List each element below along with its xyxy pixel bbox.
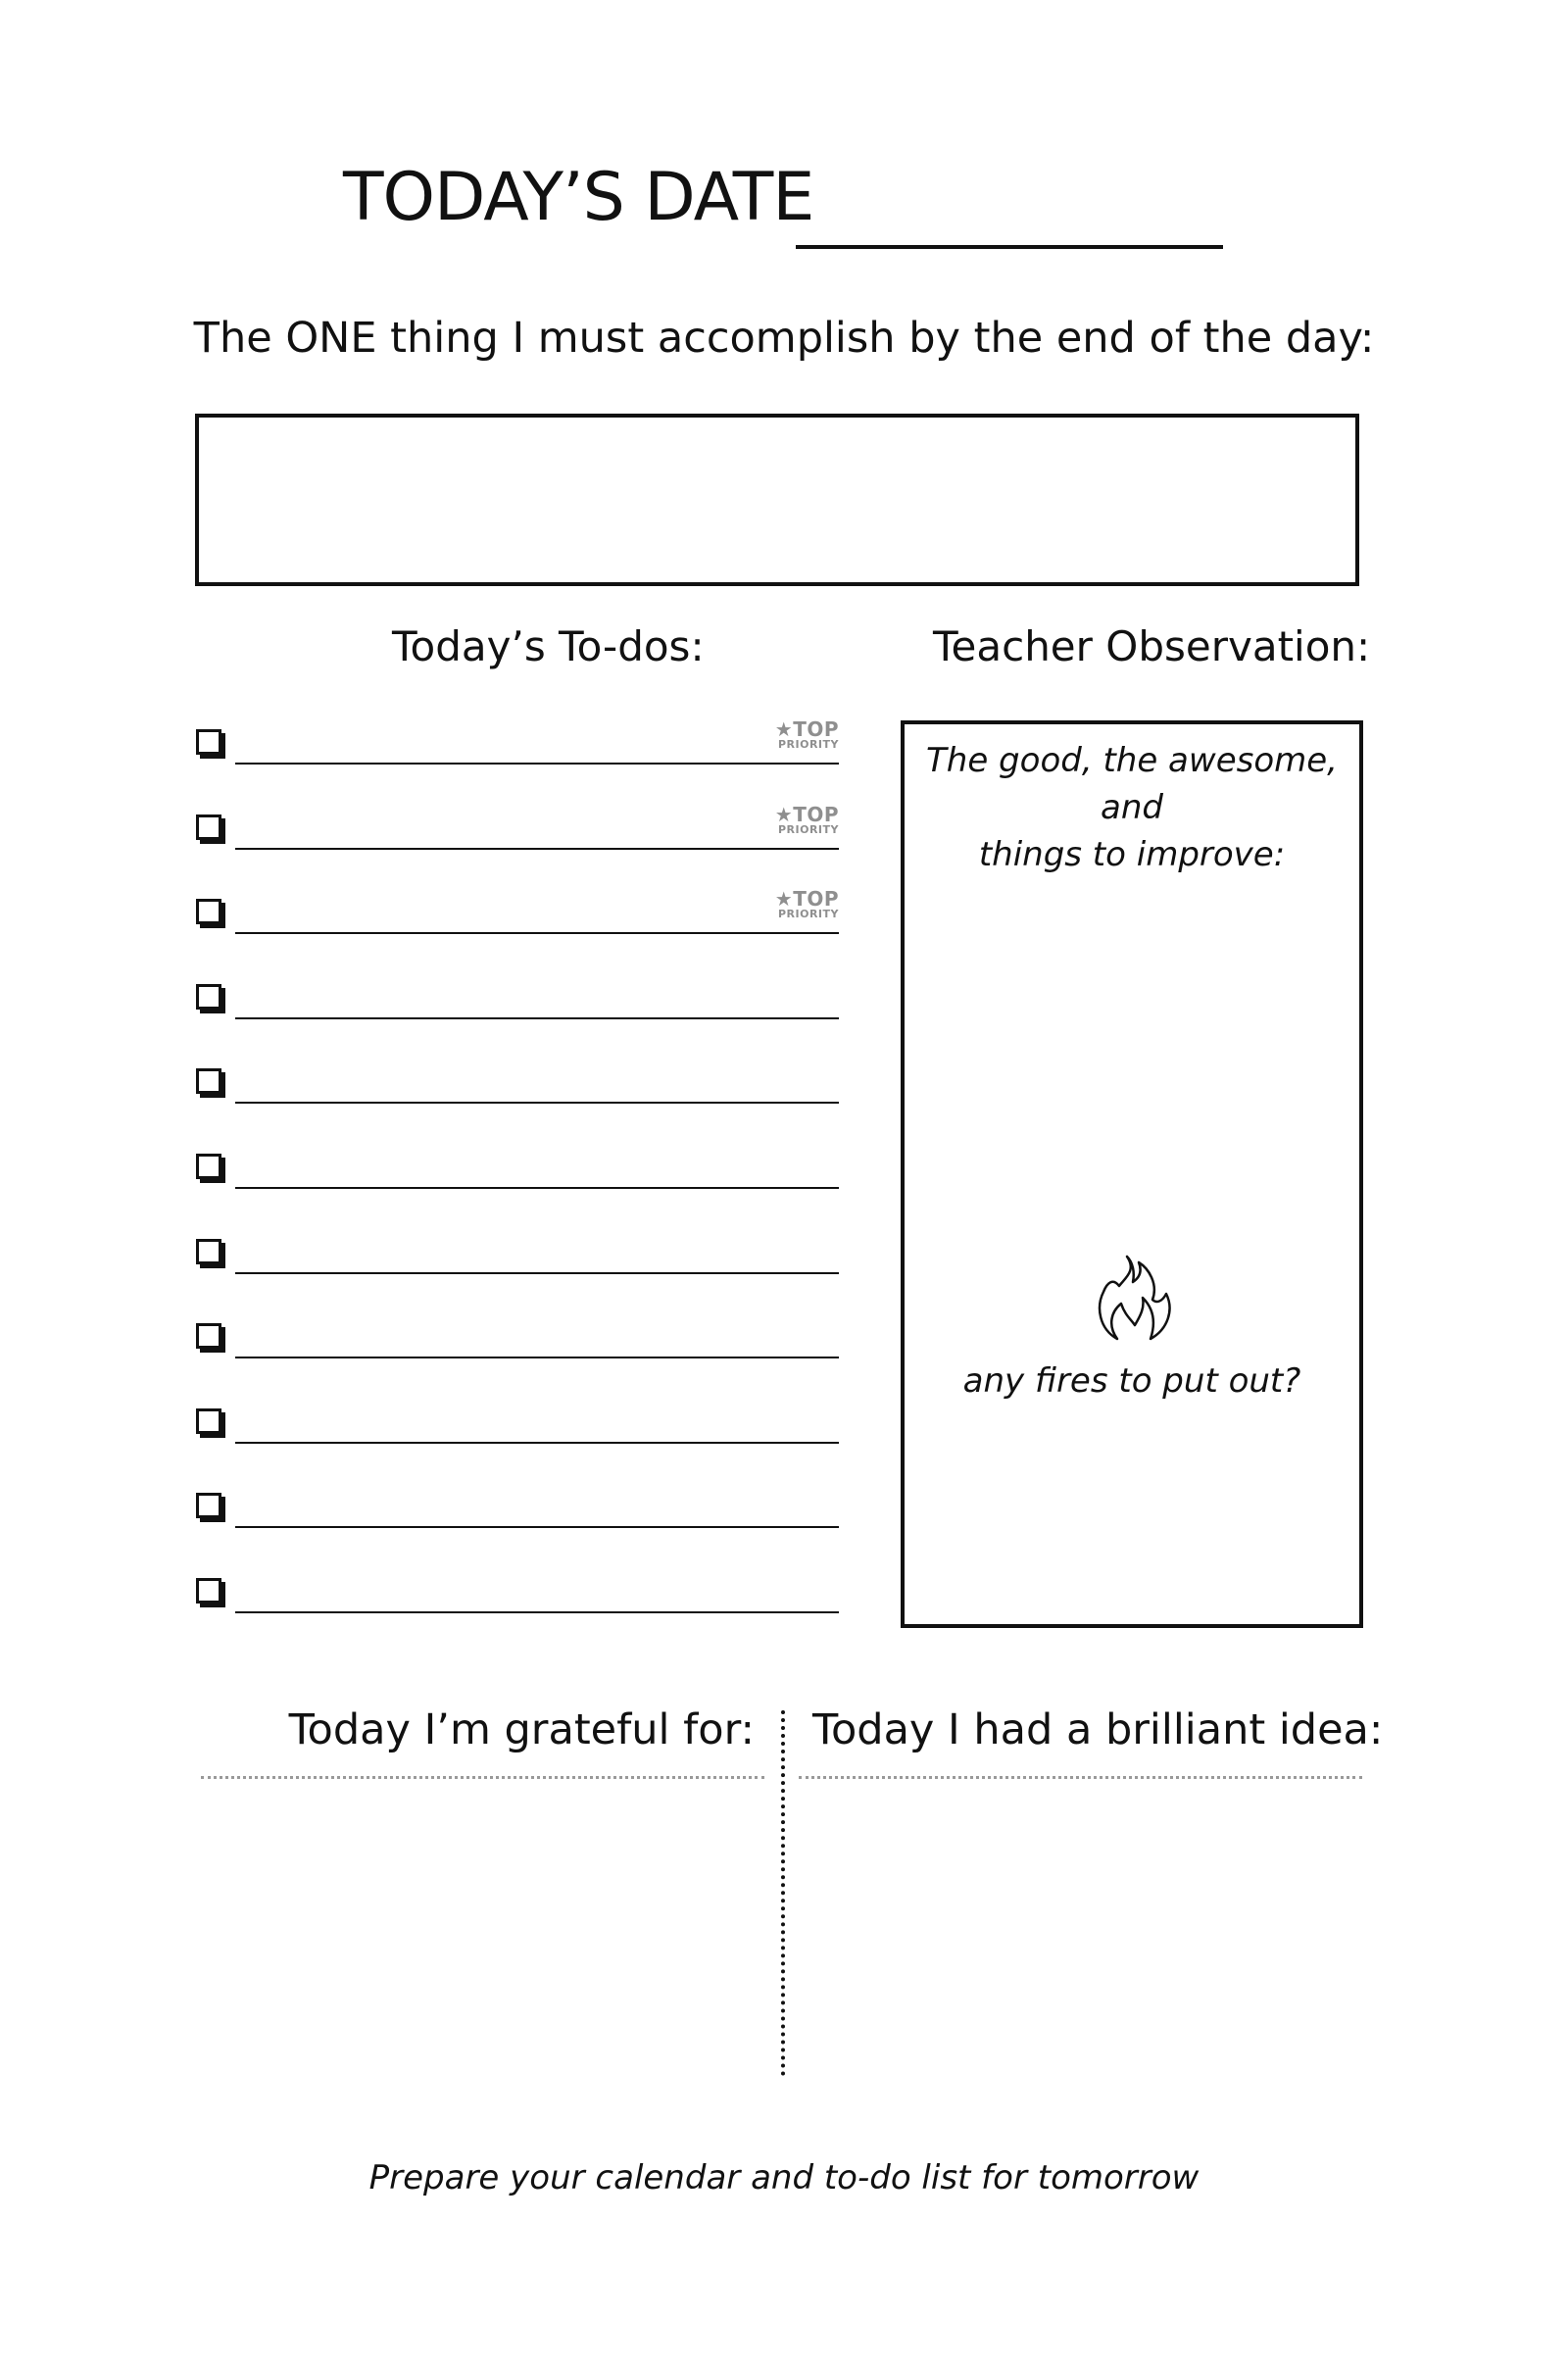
todo-line[interactable]: [235, 763, 839, 765]
fire-icon: [1088, 1249, 1180, 1347]
todo-line[interactable]: [235, 1017, 839, 1019]
page-title: TODAY’S DATE: [343, 159, 814, 236]
fires-prompt: any fires to put out?: [962, 1361, 1301, 1401]
todo-row[interactable]: [196, 1405, 839, 1444]
todo-checkbox[interactable]: [196, 814, 221, 840]
observation-prompt: [903, 737, 1361, 878]
todo-row[interactable]: [196, 1489, 839, 1528]
badge-priority: PRIORITY: [777, 738, 839, 751]
badge-priority: PRIORITY: [777, 908, 839, 920]
todo-checkbox[interactable]: [196, 1408, 221, 1434]
todo-row[interactable]: [196, 1235, 839, 1274]
badge-priority: PRIORITY: [777, 823, 839, 836]
todo-row[interactable]: [196, 1064, 839, 1104]
todo-checkbox[interactable]: [196, 729, 221, 755]
top-priority-badge: [768, 719, 839, 751]
todo-checkbox[interactable]: [196, 899, 221, 924]
star-icon: ★: [774, 803, 794, 826]
todo-row[interactable]: [196, 1150, 839, 1189]
todo-checkbox[interactable]: [196, 1493, 221, 1518]
todo-line[interactable]: [235, 1526, 839, 1528]
star-icon: ★: [774, 717, 794, 741]
date-input-line[interactable]: [796, 245, 1223, 249]
todo-line[interactable]: [235, 1442, 839, 1444]
todo-checkbox[interactable]: [196, 1323, 221, 1349]
badge-top: TOP: [793, 887, 839, 911]
todo-line[interactable]: [235, 848, 839, 850]
top-priority-badge: [768, 805, 839, 836]
todo-checkbox[interactable]: [196, 1239, 221, 1264]
idea-title: Today I had a brilliant idea:: [812, 1705, 1384, 1754]
star-icon: ★: [774, 887, 794, 911]
observation-prompt-line2: things to improve:: [978, 835, 1286, 874]
todo-row[interactable]: [196, 717, 839, 765]
column-divider: [781, 1710, 785, 2076]
todo-line[interactable]: [235, 1272, 839, 1274]
todo-line[interactable]: [235, 1102, 839, 1104]
todos-title: Today’s To-dos:: [392, 622, 705, 670]
todo-row[interactable]: [196, 980, 839, 1019]
idea-underline: [799, 1776, 1362, 1779]
top-priority-badge: [768, 889, 839, 920]
footer-note: Prepare your calendar and to-do list for tomorrow: [368, 2158, 1200, 2197]
todo-row[interactable]: [196, 1574, 839, 1613]
todo-line[interactable]: [235, 1611, 839, 1613]
badge-top: TOP: [793, 803, 839, 826]
todo-row[interactable]: [196, 803, 839, 850]
todo-checkbox[interactable]: [196, 984, 221, 1010]
todo-row[interactable]: [196, 1319, 839, 1358]
badge-top: TOP: [793, 717, 839, 741]
todo-line[interactable]: [235, 1187, 839, 1189]
todo-line[interactable]: [235, 1357, 839, 1358]
todo-row[interactable]: [196, 887, 839, 934]
todo-checkbox[interactable]: [196, 1068, 221, 1094]
observation-prompt-line1: The good, the awesome, and: [926, 741, 1338, 827]
grateful-title: Today I’m grateful for:: [288, 1705, 755, 1754]
grateful-underline: [201, 1776, 764, 1779]
todo-checkbox[interactable]: [196, 1154, 221, 1179]
observation-title: Teacher Observation:: [933, 622, 1371, 670]
one-thing-prompt: The ONE thing I must accomplish by the end of the day:: [193, 314, 1375, 363]
todo-line[interactable]: [235, 932, 839, 934]
todo-checkbox[interactable]: [196, 1578, 221, 1604]
one-thing-box[interactable]: [195, 414, 1359, 586]
